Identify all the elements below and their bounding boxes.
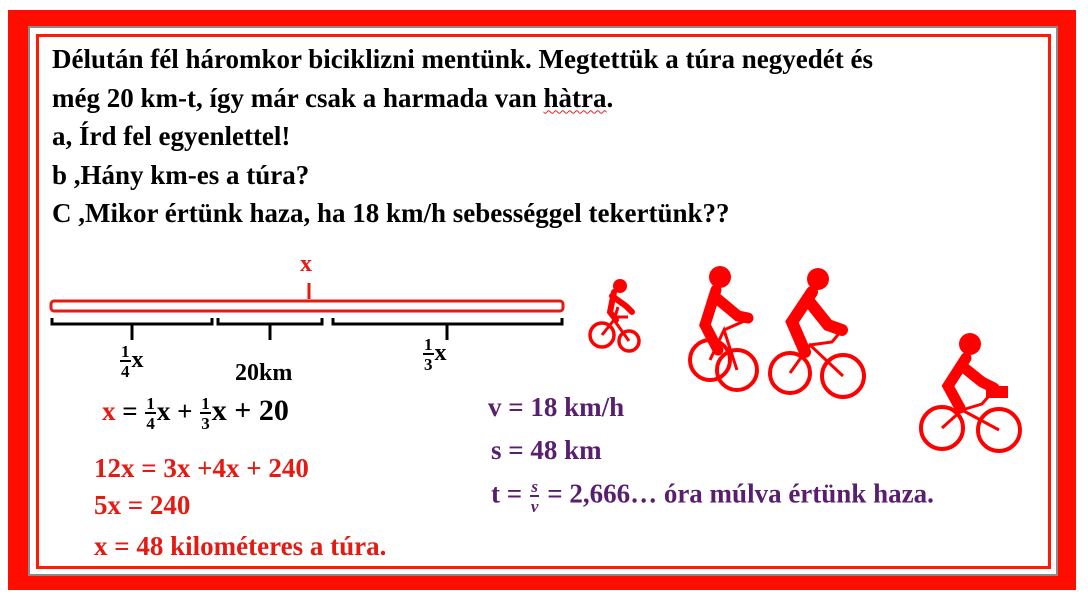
problem-line-2-text: még 20 km-t, így már csak a harmada van xyxy=(52,82,544,113)
velocity-line: v = 18 km/h xyxy=(488,392,625,422)
equation-3: 5x = 240 xyxy=(94,490,191,520)
fraction-numerator: 1 xyxy=(424,335,433,354)
distance-line: s = 48 km xyxy=(491,435,602,465)
fraction-denominator: 3 xyxy=(424,355,433,374)
fraction-denominator: 4 xyxy=(121,362,130,381)
total-x-label: x xyxy=(300,251,312,277)
equation-2: 12x = 3x +4x + 240 xyxy=(94,453,309,483)
cyclist-girl-icon xyxy=(921,333,1020,451)
misspelled-word: hàtra xyxy=(543,82,607,113)
cyclist-man-icon xyxy=(770,268,864,397)
fraction-numerator: 1 xyxy=(121,342,130,361)
cyclist-child-icon xyxy=(590,279,639,351)
problem-line-2-end: . xyxy=(606,82,614,113)
eq1-term-2: x + 20 xyxy=(211,394,289,427)
eq1-lhs: x xyxy=(102,396,116,426)
fraction-denominator: 3 xyxy=(201,414,210,434)
segment-var: x xyxy=(131,347,144,374)
question-b: b ,Hány km-es a túra? xyxy=(52,159,310,190)
segment-20km-label: 20km xyxy=(235,360,293,386)
fraction-denominator: v xyxy=(530,497,539,516)
question-c: C ,Mikor értünk haza, ha 18 km/h sebességgel tekertünk?? xyxy=(52,198,730,228)
fraction-numerator: 1 xyxy=(146,394,155,414)
segment-var: x xyxy=(434,340,447,367)
fraction-numerator: 1 xyxy=(201,394,210,414)
eq1-equals: = xyxy=(115,396,145,426)
cyclist-woman-icon xyxy=(690,266,757,390)
time-lhs: t = xyxy=(491,478,529,509)
problem-line-1: Délután fél háromkor biciklizni mentünk. Megtettük a túra negyedét és xyxy=(52,44,873,74)
fraction-denominator: 4 xyxy=(146,414,155,434)
equation-4: x = 48 kilométeres a túra. xyxy=(94,531,387,561)
question-a: a, Írd fel egyenlettel! xyxy=(52,121,291,151)
time-rhs: = 2,666… óra múlva értünk haza. xyxy=(540,478,934,509)
eq1-term-1: x + xyxy=(156,396,200,426)
fraction-numerator: s xyxy=(531,477,538,496)
